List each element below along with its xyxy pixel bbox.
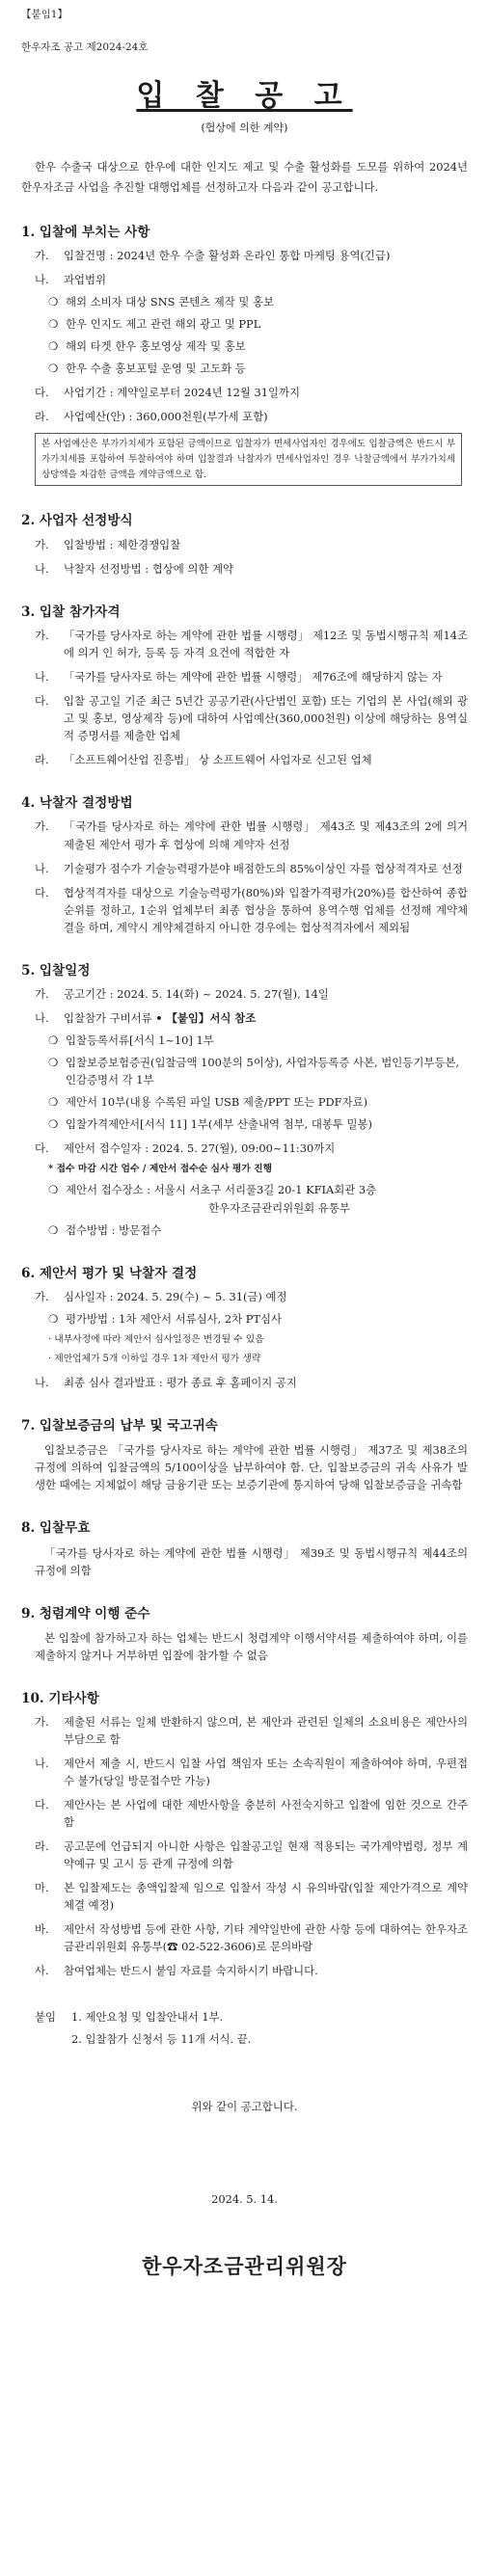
attachment-number: 1. xyxy=(71,2010,82,2025)
circle-bullet-icon: ❍ xyxy=(48,1183,59,1197)
item-text: 본 입찰제도는 총액입찰제 임으로 입찰서 작성 시 유의바람(입찰 제안가격으로 계약 체결 예정) xyxy=(64,1881,468,1913)
evaluation-note: · 내부사정에 따라 제안서 심사일정은 변경될 수 있음 xyxy=(48,1333,264,1345)
section-6-title: 6. 제안서 평가 및 낙찰자 결정 xyxy=(21,1265,198,1281)
section-5-bullet xyxy=(21,1093,468,1111)
item-text: 공고기간 : 2024. 5. 14(화) ~ 2024. 5. 27(월), 14일 xyxy=(64,986,329,1001)
section-2-item-b xyxy=(21,560,468,577)
item-text: 제안사는 본 사업에 대한 제반사항을 충분히 사전숙지하고 입찰에 임한 것으로 간주함 xyxy=(64,1798,468,1830)
item-label: 다. xyxy=(35,694,49,709)
bullet-text: 접수방법 : 방문접수 xyxy=(66,1222,162,1237)
item-label: 다. xyxy=(35,386,49,400)
section-1-item-d xyxy=(21,408,468,425)
circle-bullet-icon: ❍ xyxy=(48,1222,59,1237)
circle-bullet-icon: ❍ xyxy=(48,362,59,376)
item-text: 입찰건명 : 2024년 한우 수출 활성화 온라인 통합 마케팅 용역(긴급) xyxy=(64,249,391,263)
section-5-title: 5. 입찰일정 xyxy=(21,962,91,979)
item-label: 가. xyxy=(35,629,49,643)
item-text: 입찰참가 구비서류 xyxy=(64,1010,156,1025)
closing-line: 위와 같이 공고합니다. xyxy=(191,2100,298,2114)
section-5-bullet xyxy=(21,1054,468,1088)
item-label: 나. xyxy=(35,670,49,684)
section-8-body: 「국가를 당사자로 하는 계약에 관한 법률 시행령」 제39조 및 동법시행규칙 제44조의 규정에 의함 xyxy=(35,1545,468,1577)
section-2-item-a xyxy=(21,536,468,553)
section-10-item-c xyxy=(21,1796,468,1831)
circle-bullet-icon: ❍ xyxy=(48,1094,59,1109)
section-7-body: 입찰보증금은 「국가를 당사자로 하는 계약에 관한 법률 시행령」 제37조 및 제38조의 규정에 의하여 입찰금액의 5/100이상을 납부하여야 함. 단, 입찰보증금의 귀속 사유가 발생한 때에는 지체없이 해당 금융기관 또는 보증기관에 통지하여 당해 입찰보증금을 귀속함 xyxy=(35,1443,468,1492)
section-1-bullet xyxy=(21,293,468,310)
notice-date: 2024. 5. 14. xyxy=(211,2192,278,2207)
section-4-item-c xyxy=(21,884,468,936)
item-label: 나. xyxy=(35,1375,49,1389)
section-9-body: 본 입찰에 참가하고자 하는 업체는 반드시 청렴계약 이행서약서를 제출하여야 하며, 이를 제출하지 않거나 거부하면 입찰에 참가할 수 없음 xyxy=(35,1630,468,1662)
section-1-item-c xyxy=(21,384,468,401)
item-text: 제안서 접수일자 : 2024. 5. 27(월), 09:00~11:30까지 xyxy=(64,1141,336,1155)
section-10-item-b xyxy=(21,1755,468,1789)
attachment-list xyxy=(21,2008,468,2048)
item-text: 입찰방법 : 제한경쟁입찰 xyxy=(64,537,181,551)
section-3-item-a xyxy=(21,627,468,661)
note-text: 제안업체가 5개 이하일 경우 1차 제안서 평가 생략 xyxy=(54,1354,261,1365)
item-text: 참여업체는 반드시 붙임 자료를 숙지하시기 바랍니다. xyxy=(64,1964,318,1978)
item-text: 제안서 제출 시, 반드시 입찰 사업 책임자 또는 소속직원이 제출하여야 하며, 우편접수 불가(당일 방문접수만 가능) xyxy=(64,1757,468,1788)
budget-note-box: 본 사업예산은 부가가치세가 포함된 금액이므로 입찰자가 면세사업자인 경우에도 입찰금액은 반드시 부가가치세를 포함하여 투찰하여야 하며 입찰결과 낙찰자가 면세사업자인 경우 낙찰금액에서 부가가치세 상당액을 차감한 금액을 계약금액으로 함. xyxy=(35,433,462,486)
attachment-tag: 【붙임1】 xyxy=(21,9,68,20)
section-2-title: 2. 사업자 선정방식 xyxy=(21,513,133,529)
item-label: 다. xyxy=(35,885,49,899)
bullet-text: 평가방법 : 1차 제안서 서류심사, 2차 PT심사 xyxy=(66,1311,282,1326)
attachment-text: 제안요청 및 입찰안내서 1부. xyxy=(85,2010,224,2025)
deadline-warning: * 접수 마감 시간 엄수 / 제안서 접수순 심사 평가 진행 xyxy=(48,1164,273,1175)
page-title: 입 찰 공 고 xyxy=(136,79,353,114)
bullet-text: 해외 소비자 대상 SNS 콘텐츠 제작 및 홍보 xyxy=(66,295,274,309)
circle-bullet-icon: ❍ xyxy=(48,1033,59,1047)
item-label: 나. xyxy=(35,1757,49,1771)
section-1-bullet xyxy=(21,360,468,377)
section-10-item-e xyxy=(21,1879,468,1914)
attachment-item xyxy=(21,2008,468,2026)
item-label: 가. xyxy=(35,537,49,551)
evaluation-method xyxy=(21,1310,468,1328)
item-text: 입찰 공고일 기준 최근 5년간 공공기관(사단법인 포함) 또는 기업의 본 사업(해외 광고 및 홍보, 영상제작 등)에 대하여 사업예산(360,000천원) 이상에 해당하는 용역실적 증명서를 제출한 업체 xyxy=(64,694,468,743)
item-label: 라. xyxy=(35,410,49,424)
item-text: 사업기간 : 계약일로부터 2024년 12월 31일까지 xyxy=(64,386,300,400)
section-1-bullet xyxy=(21,337,468,355)
section-10-item-d xyxy=(21,1838,468,1872)
section-1-item-a xyxy=(21,247,468,264)
item-text: 최종 심사 결과발표 : 평가 종료 후 홈페이지 공지 xyxy=(64,1375,297,1389)
section-6-item-b xyxy=(21,1374,468,1391)
item-label: 사. xyxy=(35,1964,49,1978)
section-1-bullet xyxy=(21,315,468,333)
section-4-item-b xyxy=(21,860,468,877)
section-1-item-b xyxy=(21,271,468,288)
section-3-title: 3. 입찰 참가자격 xyxy=(21,604,121,620)
section-10-item-g xyxy=(21,1962,468,1979)
attachment-label: 붙임 xyxy=(35,2010,57,2025)
item-text: 공고문에 언급되지 아니한 사항은 입찰공고일 현재 적용되는 국가계약법령, 정부 계약예규 및 고시 등 관계 규정에 의함 xyxy=(64,1839,468,1871)
item-text: 협상적격자를 대상으로 기술능력평가(80%)와 입찰가격평가(20%)를 합산하여 종합순위를 정하고, 1순위 업체부터 최종 협상을 통하여 용역수행 업체를 선정해 계약체결을 하며, 계약시 계약체결하지 아니한 경우에는 협상적격자에서 제외됨 xyxy=(64,885,468,934)
item-label: 나. xyxy=(35,1010,49,1025)
item-label: 라. xyxy=(35,1839,49,1854)
bullet-text: 한우 인지도 제고 관련 해외 광고 및 PPL xyxy=(66,317,261,332)
attachment-text: 입찰참가 신청서 등 11개 서식. 끝. xyxy=(85,2032,252,2047)
item-text: 기술평가 점수가 기술능력평가분야 배점한도의 85%이상인 자를 협상적격자로 선정 xyxy=(64,861,463,875)
item-label: 나. xyxy=(35,861,49,875)
item-label: 가. xyxy=(35,986,49,1001)
bullet-text: 입찰보증보험증권(입찰금액 100분의 5이상), 사업자등록증 사본, 법인등기부등본, 인감증명서 각 1부 xyxy=(66,1055,459,1087)
submission-place xyxy=(21,1181,468,1198)
item-label: 나. xyxy=(35,561,49,576)
item-text: 「국가를 당사자로 하는 계약에 관한 법률 시행령」 제12조 및 동법시행규칙 제14조에 의거 인 허가, 등록 등 자격 요건에 적합한 자 xyxy=(64,629,468,660)
section-4-item-a xyxy=(21,818,468,852)
circle-bullet-icon: ❍ xyxy=(48,317,59,332)
section-9-title: 9. 청렴계약 이행 준수 xyxy=(21,1605,150,1622)
section-3-item-b xyxy=(21,668,468,685)
note-text: 내부사정에 따라 제안서 심사일정은 변경될 수 있음 xyxy=(54,1333,264,1345)
circle-bullet-icon: ❍ xyxy=(48,1311,59,1326)
section-1-title: 1. 입찰에 부치는 사항 xyxy=(21,224,150,240)
circle-bullet-icon: ❍ xyxy=(48,295,59,309)
item-text: 심사일자 : 2024. 5. 29(수) ~ 5. 31(금) 예정 xyxy=(64,1289,287,1303)
item-label: 가. xyxy=(35,819,49,834)
intro-paragraph: 한우 수출국 대상으로 한우에 대한 인지도 제고 및 수출 활성화를 도모를 위하여 2024년 한우자조금 사업을 추진할 대행업체를 선정하고자 다음과 같이 공고합니다. xyxy=(21,160,468,195)
item-text: 「소프트웨어산업 진흥법」 상 소프트웨어 사업자로 신고된 업체 xyxy=(64,753,372,767)
submission-dept: 한우자조금관리위원회 유통부 xyxy=(208,1200,350,1215)
item-text: 「국가를 당사자로 하는 계약에 관한 법률 시행령」 제76조에 해당하지 않는 자 xyxy=(64,670,443,684)
circle-bullet-icon: ❍ xyxy=(48,1116,59,1131)
section-3-item-d xyxy=(21,751,468,768)
bullet-text: 입찰등록서류[서식 1~10] 1부 xyxy=(66,1033,214,1047)
section-8-title: 8. 입찰무효 xyxy=(21,1520,91,1537)
section-6-item-a xyxy=(21,1288,468,1305)
bullet-text: 한우 수출 홍보포털 운영 및 고도화 등 xyxy=(66,362,246,376)
item-text: 제출된 서류는 일체 반환하지 않으며, 본 제안과 관련된 일체의 소요비용은 제안사의 부담으로 함 xyxy=(64,1715,468,1747)
section-5-item-b xyxy=(21,1009,468,1027)
attachment-reference: • 【붙임】서식 참조 xyxy=(155,1010,257,1025)
item-label: 가. xyxy=(35,1715,49,1730)
bullet-text: 입찰가격제안서[서식 11] 1부(세부 산출내역 첨부, 대봉투 밀봉) xyxy=(66,1116,372,1131)
section-10-item-a xyxy=(21,1713,468,1748)
attachment-number: 2. xyxy=(71,2032,82,2047)
page-subtitle: (협상에 의한 계약) xyxy=(201,121,288,135)
item-label: 가. xyxy=(35,249,49,263)
bullet-text: 제안서 접수장소 : 서울시 서초구 서리풀3길 20-1 KFIA회관 3층 xyxy=(66,1183,377,1197)
circle-bullet-icon: ❍ xyxy=(48,1055,59,1069)
section-5-item-c xyxy=(21,1140,468,1157)
submission-method xyxy=(21,1221,468,1239)
item-label: 라. xyxy=(35,753,49,767)
section-10-title: 10. 기타사항 xyxy=(21,1690,99,1706)
item-label: 가. xyxy=(35,1289,49,1303)
item-label: 마. xyxy=(35,1881,49,1895)
evaluation-note: · 제안업체가 5개 이하일 경우 1차 제안서 평가 생략 xyxy=(48,1354,261,1365)
section-4-title: 4. 낙찰자 결정방법 xyxy=(21,795,133,812)
attachment-item xyxy=(21,2030,468,2048)
item-label: 나. xyxy=(35,273,49,287)
section-5-item-a xyxy=(21,985,468,1003)
section-7-title: 7. 입찰보증금의 납부 및 국고귀속 xyxy=(21,1417,218,1434)
section-10-item-f xyxy=(21,1920,468,1955)
section-5-bullet xyxy=(21,1032,468,1049)
issuing-authority: 한우자조금관리위원장 xyxy=(142,2254,347,2279)
item-label: 바. xyxy=(35,1922,49,1937)
notice-number: 한우자조 공고 제2024-24호 xyxy=(21,40,149,53)
bullet-text: 해외 타겟 한우 홍보영상 제작 및 홍보 xyxy=(66,339,246,354)
item-text: 「국가를 당사자로 하는 계약에 관한 법률 시행령」 제43조 및 제43조의 2에 의거 제출된 제안서 평가 후 협상에 의해 계약자 선정 xyxy=(64,819,468,851)
item-text: 제안서 작성방법 등에 관한 사항, 기타 계약일반에 관한 사항 등에 대하여는 한우자조금관리위원회 유통부(☎ 02-522-3606)로 문의바람 xyxy=(64,1922,468,1954)
item-label: 다. xyxy=(35,1141,49,1155)
item-text: 사업예산(안) : 360,000천원(부가세 포함) xyxy=(64,410,268,424)
item-text: 낙찰자 선정방법 : 협상에 의한 계약 xyxy=(64,561,233,576)
section-5-bullet xyxy=(21,1115,468,1133)
section-3-item-c xyxy=(21,692,468,744)
bullet-text: 제안서 10부(내용 수록된 파일 USB 제출/PPT 또는 PDF자료) xyxy=(66,1094,368,1109)
item-label: 다. xyxy=(35,1798,49,1812)
circle-bullet-icon: ❍ xyxy=(48,339,59,354)
item-text: 과업범위 xyxy=(64,273,107,287)
